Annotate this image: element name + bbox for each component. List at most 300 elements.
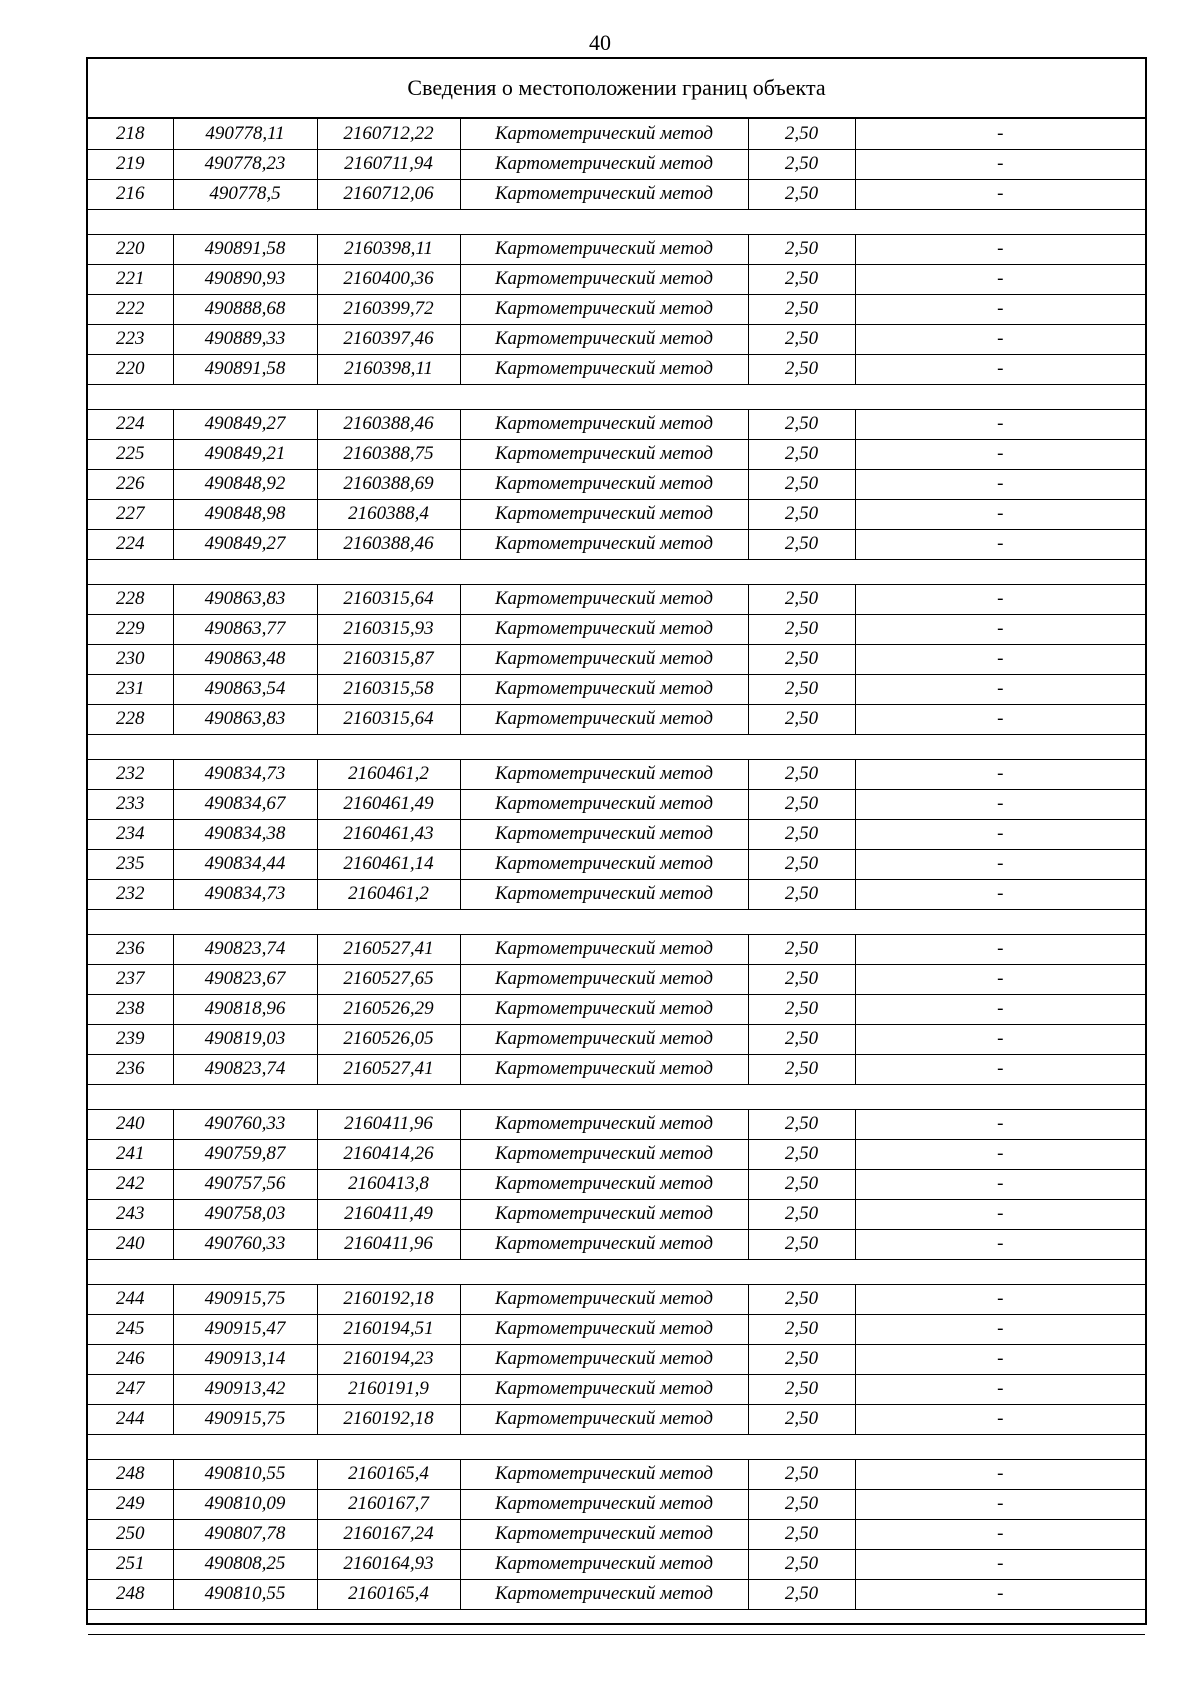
method-cell: Картометрический метод — [460, 644, 748, 674]
y-coordinate-cell: 2160388,69 — [317, 469, 460, 499]
method-cell: Картометрический метод — [460, 614, 748, 644]
accuracy-cell: 2,50 — [748, 759, 855, 789]
method-cell: Картометрический метод — [460, 529, 748, 559]
coordinates-table-body — [88, 119, 1145, 1634]
description-cell: - — [855, 1314, 1145, 1344]
method-cell: Картометрический метод — [460, 1024, 748, 1054]
accuracy-cell: 2,50 — [748, 499, 855, 529]
y-coordinate-cell: 2160461,2 — [317, 879, 460, 909]
x-coordinate-cell: 490758,03 — [173, 1199, 317, 1229]
table-row — [88, 264, 1145, 294]
accuracy-cell: 2,50 — [748, 1374, 855, 1404]
method-cell: Картометрический метод — [460, 1229, 748, 1259]
group-separator-row — [88, 909, 1145, 934]
table-row — [88, 234, 1145, 264]
accuracy-cell: 2,50 — [748, 1169, 855, 1199]
x-coordinate-cell: 490863,83 — [173, 584, 317, 614]
x-coordinate-cell: 490778,23 — [173, 149, 317, 179]
method-cell: Картометрический метод — [460, 409, 748, 439]
method-cell: Картометрический метод — [460, 324, 748, 354]
group-separator-row — [88, 1259, 1145, 1284]
y-coordinate-cell: 2160712,22 — [317, 119, 460, 149]
description-cell: - — [855, 1404, 1145, 1434]
description-cell: - — [855, 964, 1145, 994]
point-number-cell: 232 — [88, 759, 173, 789]
accuracy-cell: 2,50 — [748, 1054, 855, 1084]
accuracy-cell: 2,50 — [748, 1314, 855, 1344]
description-cell: - — [855, 264, 1145, 294]
point-number-cell: 241 — [88, 1139, 173, 1169]
table-row — [88, 789, 1145, 819]
table-row — [88, 1549, 1145, 1579]
method-cell: Картометрический метод — [460, 1374, 748, 1404]
method-cell: Картометрический метод — [460, 934, 748, 964]
table-row — [88, 409, 1145, 439]
accuracy-cell: 2,50 — [748, 879, 855, 909]
x-coordinate-cell: 490808,25 — [173, 1549, 317, 1579]
description-cell: - — [855, 704, 1145, 734]
table-row — [88, 1199, 1145, 1229]
group-separator-row — [88, 559, 1145, 584]
description-cell: - — [855, 849, 1145, 879]
x-coordinate-cell: 490760,33 — [173, 1229, 317, 1259]
method-cell: Картометрический метод — [460, 704, 748, 734]
point-number-cell: 250 — [88, 1519, 173, 1549]
description-cell: - — [855, 439, 1145, 469]
description-cell: - — [855, 674, 1145, 704]
table-row — [88, 1344, 1145, 1374]
x-coordinate-cell: 490823,74 — [173, 934, 317, 964]
x-coordinate-cell: 490834,67 — [173, 789, 317, 819]
description-cell: - — [855, 1139, 1145, 1169]
x-coordinate-cell: 490757,56 — [173, 1169, 317, 1199]
accuracy-cell: 2,50 — [748, 324, 855, 354]
accuracy-cell: 2,50 — [748, 529, 855, 559]
accuracy-cell: 2,50 — [748, 644, 855, 674]
method-cell: Картометрический метод — [460, 179, 748, 209]
method-cell: Картометрический метод — [460, 879, 748, 909]
table-row — [88, 499, 1145, 529]
method-cell: Картометрический метод — [460, 149, 748, 179]
table-row — [88, 1229, 1145, 1259]
x-coordinate-cell: 490915,75 — [173, 1284, 317, 1314]
table-row — [88, 1579, 1145, 1609]
point-number-cell: 246 — [88, 1344, 173, 1374]
y-coordinate-cell: 2160526,29 — [317, 994, 460, 1024]
table-row — [88, 584, 1145, 614]
method-cell: Картометрический метод — [460, 849, 748, 879]
description-cell: - — [855, 1489, 1145, 1519]
point-number-cell: 222 — [88, 294, 173, 324]
table-row — [88, 849, 1145, 879]
x-coordinate-cell: 490759,87 — [173, 1139, 317, 1169]
y-coordinate-cell: 2160388,4 — [317, 499, 460, 529]
table-row — [88, 1054, 1145, 1084]
point-number-cell: 216 — [88, 179, 173, 209]
method-cell: Картометрический метод — [460, 759, 748, 789]
table-row — [88, 294, 1145, 324]
description-cell: - — [855, 1169, 1145, 1199]
accuracy-cell: 2,50 — [748, 934, 855, 964]
description-cell: - — [855, 1024, 1145, 1054]
page-number: 40 — [589, 30, 611, 55]
y-coordinate-cell: 2160712,06 — [317, 179, 460, 209]
description-cell: - — [855, 469, 1145, 499]
x-coordinate-cell: 490807,78 — [173, 1519, 317, 1549]
description-cell: - — [855, 1054, 1145, 1084]
group-separator-row — [88, 734, 1145, 759]
y-coordinate-cell: 2160167,7 — [317, 1489, 460, 1519]
method-cell: Картометрический метод — [460, 1284, 748, 1314]
x-coordinate-cell: 490760,33 — [173, 1109, 317, 1139]
x-coordinate-cell: 490834,73 — [173, 759, 317, 789]
x-coordinate-cell: 490778,5 — [173, 179, 317, 209]
point-number-cell: 220 — [88, 354, 173, 384]
x-coordinate-cell: 490810,55 — [173, 1459, 317, 1489]
table-row — [88, 1024, 1145, 1054]
method-cell: Картометрический метод — [460, 354, 748, 384]
table-row — [88, 149, 1145, 179]
method-cell: Картометрический метод — [460, 294, 748, 324]
x-coordinate-cell: 490819,03 — [173, 1024, 317, 1054]
table-row — [88, 1284, 1145, 1314]
method-cell: Картометрический метод — [460, 1314, 748, 1344]
x-coordinate-cell: 490863,54 — [173, 674, 317, 704]
y-coordinate-cell: 2160414,26 — [317, 1139, 460, 1169]
accuracy-cell: 2,50 — [748, 1024, 855, 1054]
point-number-cell: 249 — [88, 1489, 173, 1519]
accuracy-cell: 2,50 — [748, 119, 855, 149]
point-number-cell: 247 — [88, 1374, 173, 1404]
point-number-cell: 224 — [88, 529, 173, 559]
description-cell: - — [855, 409, 1145, 439]
x-coordinate-cell: 490913,14 — [173, 1344, 317, 1374]
accuracy-cell: 2,50 — [748, 354, 855, 384]
accuracy-cell: 2,50 — [748, 789, 855, 819]
method-cell: Картометрический метод — [460, 1344, 748, 1374]
y-coordinate-cell: 2160388,75 — [317, 439, 460, 469]
y-coordinate-cell: 2160315,87 — [317, 644, 460, 674]
point-number-cell: 229 — [88, 614, 173, 644]
point-number-cell: 243 — [88, 1199, 173, 1229]
y-coordinate-cell: 2160413,8 — [317, 1169, 460, 1199]
method-cell: Картометрический метод — [460, 1404, 748, 1434]
y-coordinate-cell: 2160411,96 — [317, 1229, 460, 1259]
description-cell: - — [855, 119, 1145, 149]
x-coordinate-cell: 490834,44 — [173, 849, 317, 879]
method-cell: Картометрический метод — [460, 1519, 748, 1549]
table-row — [88, 1404, 1145, 1434]
accuracy-cell: 2,50 — [748, 294, 855, 324]
x-coordinate-cell: 490849,27 — [173, 409, 317, 439]
table-row — [88, 469, 1145, 499]
table-row — [88, 704, 1145, 734]
table-row — [88, 819, 1145, 849]
y-coordinate-cell: 2160315,93 — [317, 614, 460, 644]
method-cell: Картометрический метод — [460, 469, 748, 499]
group-separator-cell — [88, 909, 1145, 934]
method-cell: Картометрический метод — [460, 439, 748, 469]
x-coordinate-cell: 490915,75 — [173, 1404, 317, 1434]
point-number-cell: 233 — [88, 789, 173, 819]
accuracy-cell: 2,50 — [748, 234, 855, 264]
method-cell: Картометрический метод — [460, 1169, 748, 1199]
y-coordinate-cell: 2160165,4 — [317, 1579, 460, 1609]
y-coordinate-cell: 2160388,46 — [317, 409, 460, 439]
accuracy-cell: 2,50 — [748, 819, 855, 849]
point-number-cell: 228 — [88, 704, 173, 734]
x-coordinate-cell: 490863,48 — [173, 644, 317, 674]
accuracy-cell: 2,50 — [748, 584, 855, 614]
accuracy-cell: 2,50 — [748, 1199, 855, 1229]
point-number-cell: 220 — [88, 234, 173, 264]
x-coordinate-cell: 490915,47 — [173, 1314, 317, 1344]
y-coordinate-cell: 2160461,43 — [317, 819, 460, 849]
x-coordinate-cell: 490891,58 — [173, 354, 317, 384]
point-number-cell: 228 — [88, 584, 173, 614]
point-number-cell: 221 — [88, 264, 173, 294]
description-cell: - — [855, 644, 1145, 674]
y-coordinate-cell: 2160164,93 — [317, 1549, 460, 1579]
y-coordinate-cell: 2160526,05 — [317, 1024, 460, 1054]
point-number-cell: 238 — [88, 994, 173, 1024]
table-row — [88, 529, 1145, 559]
table-row — [88, 1374, 1145, 1404]
table-row — [88, 674, 1145, 704]
method-cell: Картометрический метод — [460, 584, 748, 614]
table-title: Сведения о местоположении границ объекта — [88, 59, 1145, 119]
x-coordinate-cell: 490849,21 — [173, 439, 317, 469]
method-cell: Картометрический метод — [460, 1139, 748, 1169]
description-cell: - — [855, 1109, 1145, 1139]
y-coordinate-cell: 2160400,36 — [317, 264, 460, 294]
description-cell: - — [855, 324, 1145, 354]
table-row — [88, 879, 1145, 909]
x-coordinate-cell: 490834,73 — [173, 879, 317, 909]
table-row — [88, 354, 1145, 384]
description-cell: - — [855, 614, 1145, 644]
method-cell: Картометрический метод — [460, 499, 748, 529]
table-row — [88, 439, 1145, 469]
accuracy-cell: 2,50 — [748, 964, 855, 994]
accuracy-cell: 2,50 — [748, 1489, 855, 1519]
point-number-cell: 240 — [88, 1109, 173, 1139]
table-row — [88, 1139, 1145, 1169]
table-row — [88, 614, 1145, 644]
table-row — [88, 1314, 1145, 1344]
description-cell: - — [855, 934, 1145, 964]
x-coordinate-cell: 490863,83 — [173, 704, 317, 734]
y-coordinate-cell: 2160461,2 — [317, 759, 460, 789]
point-number-cell: 251 — [88, 1549, 173, 1579]
y-coordinate-cell: 2160192,18 — [317, 1284, 460, 1314]
method-cell: Картометрический метод — [460, 234, 748, 264]
accuracy-cell: 2,50 — [748, 179, 855, 209]
point-number-cell: 236 — [88, 1054, 173, 1084]
accuracy-cell: 2,50 — [748, 994, 855, 1024]
y-coordinate-cell: 2160167,24 — [317, 1519, 460, 1549]
method-cell: Картометрический метод — [460, 264, 748, 294]
x-coordinate-cell: 490834,38 — [173, 819, 317, 849]
method-cell: Картометрический метод — [460, 1579, 748, 1609]
accuracy-cell: 2,50 — [748, 614, 855, 644]
description-cell: - — [855, 584, 1145, 614]
y-coordinate-cell: 2160194,51 — [317, 1314, 460, 1344]
group-separator-cell — [88, 1259, 1145, 1284]
group-separator-cell — [88, 384, 1145, 409]
y-coordinate-cell: 2160191,9 — [317, 1374, 460, 1404]
y-coordinate-cell: 2160527,65 — [317, 964, 460, 994]
y-coordinate-cell: 2160398,11 — [317, 354, 460, 384]
method-cell: Картометрический метод — [460, 789, 748, 819]
point-number-cell: 245 — [88, 1314, 173, 1344]
x-coordinate-cell: 490849,27 — [173, 529, 317, 559]
x-coordinate-cell: 490810,55 — [173, 1579, 317, 1609]
description-cell: - — [855, 759, 1145, 789]
table-row — [88, 1489, 1145, 1519]
description-cell: - — [855, 529, 1145, 559]
description-cell: - — [855, 789, 1145, 819]
point-number-cell: 218 — [88, 119, 173, 149]
method-cell: Картометрический метод — [460, 1549, 748, 1579]
x-coordinate-cell: 490810,09 — [173, 1489, 317, 1519]
group-separator-row — [88, 1084, 1145, 1109]
x-coordinate-cell: 490913,42 — [173, 1374, 317, 1404]
coordinates-table — [88, 119, 1145, 1635]
accuracy-cell: 2,50 — [748, 149, 855, 179]
method-cell: Картометрический метод — [460, 994, 748, 1024]
description-cell: - — [855, 1229, 1145, 1259]
table-row — [88, 994, 1145, 1024]
y-coordinate-cell: 2160411,49 — [317, 1199, 460, 1229]
description-cell: - — [855, 819, 1145, 849]
method-cell: Картометрический метод — [460, 964, 748, 994]
accuracy-cell: 2,50 — [748, 1229, 855, 1259]
y-coordinate-cell: 2160527,41 — [317, 1054, 460, 1084]
point-number-cell: 230 — [88, 644, 173, 674]
description-cell: - — [855, 1199, 1145, 1229]
group-separator-cell — [88, 1609, 1145, 1634]
point-number-cell: 231 — [88, 674, 173, 704]
accuracy-cell: 2,50 — [748, 1579, 855, 1609]
x-coordinate-cell: 490889,33 — [173, 324, 317, 354]
accuracy-cell: 2,50 — [748, 409, 855, 439]
x-coordinate-cell: 490863,77 — [173, 614, 317, 644]
y-coordinate-cell: 2160315,64 — [317, 584, 460, 614]
table-row — [88, 644, 1145, 674]
point-number-cell: 227 — [88, 499, 173, 529]
x-coordinate-cell: 490848,92 — [173, 469, 317, 499]
group-separator-cell — [88, 734, 1145, 759]
accuracy-cell: 2,50 — [748, 849, 855, 879]
x-coordinate-cell: 490888,68 — [173, 294, 317, 324]
description-cell: - — [855, 1459, 1145, 1489]
accuracy-cell: 2,50 — [748, 704, 855, 734]
method-cell: Картометрический метод — [460, 119, 748, 149]
description-cell: - — [855, 354, 1145, 384]
point-number-cell: 223 — [88, 324, 173, 354]
point-number-cell: 234 — [88, 819, 173, 849]
group-separator-row — [88, 209, 1145, 234]
description-cell: - — [855, 1549, 1145, 1579]
point-number-cell: 232 — [88, 879, 173, 909]
method-cell: Картометрический метод — [460, 1199, 748, 1229]
x-coordinate-cell: 490848,98 — [173, 499, 317, 529]
point-number-cell: 242 — [88, 1169, 173, 1199]
accuracy-cell: 2,50 — [748, 1284, 855, 1314]
x-coordinate-cell: 490823,74 — [173, 1054, 317, 1084]
method-cell: Картометрический метод — [460, 1109, 748, 1139]
group-separator-row — [88, 384, 1145, 409]
table-row — [88, 1459, 1145, 1489]
point-number-cell: 244 — [88, 1284, 173, 1314]
accuracy-cell: 2,50 — [748, 1344, 855, 1374]
point-number-cell: 248 — [88, 1579, 173, 1609]
x-coordinate-cell: 490778,11 — [173, 119, 317, 149]
x-coordinate-cell: 490890,93 — [173, 264, 317, 294]
description-cell: - — [855, 1284, 1145, 1314]
point-number-cell: 237 — [88, 964, 173, 994]
method-cell: Картометрический метод — [460, 819, 748, 849]
accuracy-cell: 2,50 — [748, 1139, 855, 1169]
table-row — [88, 179, 1145, 209]
y-coordinate-cell: 2160315,58 — [317, 674, 460, 704]
y-coordinate-cell: 2160398,11 — [317, 234, 460, 264]
accuracy-cell: 2,50 — [748, 1404, 855, 1434]
description-cell: - — [855, 1579, 1145, 1609]
point-number-cell: 239 — [88, 1024, 173, 1054]
description-cell: - — [855, 1519, 1145, 1549]
method-cell: Картометрический метод — [460, 1489, 748, 1519]
y-coordinate-cell: 2160397,46 — [317, 324, 460, 354]
description-cell: - — [855, 1344, 1145, 1374]
y-coordinate-cell: 2160315,64 — [317, 704, 460, 734]
accuracy-cell: 2,50 — [748, 439, 855, 469]
accuracy-cell: 2,50 — [748, 264, 855, 294]
table-row — [88, 934, 1145, 964]
description-cell: - — [855, 179, 1145, 209]
y-coordinate-cell: 2160411,96 — [317, 1109, 460, 1139]
accuracy-cell: 2,50 — [748, 1519, 855, 1549]
table-row — [88, 759, 1145, 789]
point-number-cell: 226 — [88, 469, 173, 499]
point-number-cell: 240 — [88, 1229, 173, 1259]
description-cell: - — [855, 499, 1145, 529]
x-coordinate-cell: 490823,67 — [173, 964, 317, 994]
y-coordinate-cell: 2160461,14 — [317, 849, 460, 879]
description-cell: - — [855, 149, 1145, 179]
point-number-cell: 235 — [88, 849, 173, 879]
y-coordinate-cell: 2160399,72 — [317, 294, 460, 324]
method-cell: Картометрический метод — [460, 1054, 748, 1084]
method-cell: Картометрический метод — [460, 674, 748, 704]
accuracy-cell: 2,50 — [748, 674, 855, 704]
table-row — [88, 1109, 1145, 1139]
method-cell: Картометрический метод — [460, 1459, 748, 1489]
table-row — [88, 1519, 1145, 1549]
point-number-cell: 225 — [88, 439, 173, 469]
group-separator-row — [88, 1609, 1145, 1634]
y-coordinate-cell: 2160527,41 — [317, 934, 460, 964]
table-row — [88, 119, 1145, 149]
point-number-cell: 248 — [88, 1459, 173, 1489]
group-separator-cell — [88, 1084, 1145, 1109]
table-row — [88, 324, 1145, 354]
x-coordinate-cell: 490818,96 — [173, 994, 317, 1024]
boundary-table-sheet — [86, 57, 1147, 1625]
point-number-cell: 224 — [88, 409, 173, 439]
description-cell: - — [855, 994, 1145, 1024]
